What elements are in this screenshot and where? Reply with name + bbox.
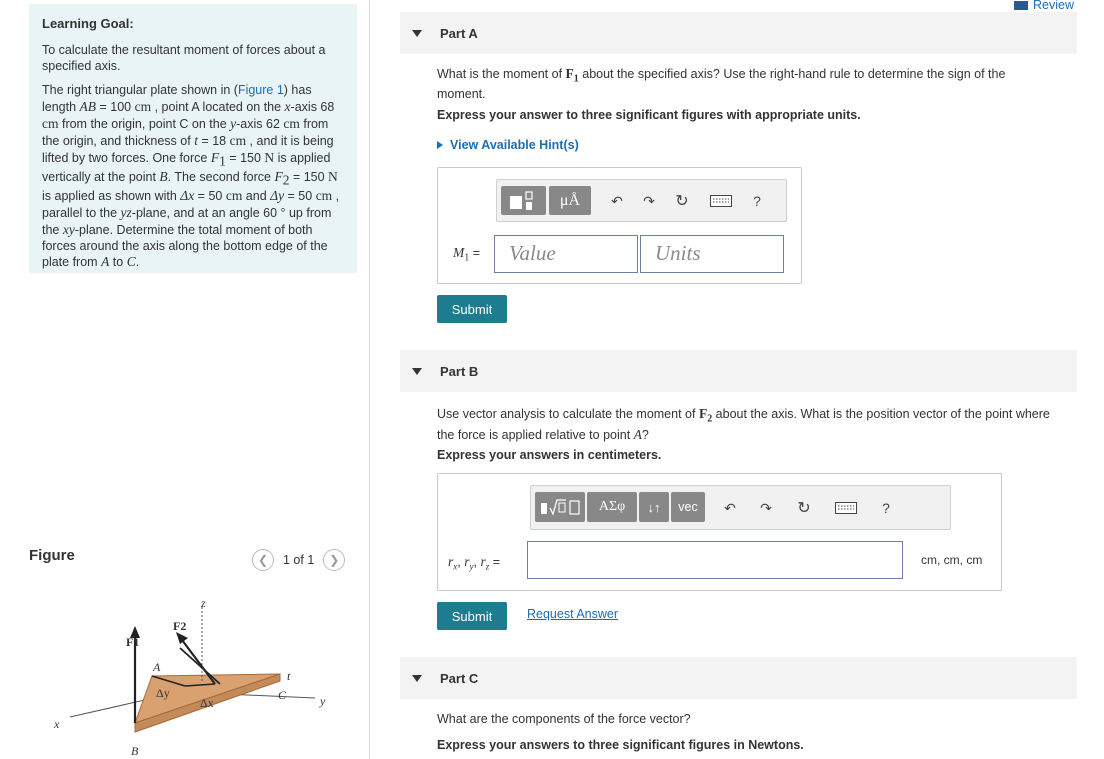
units-label: cm, cm, cm: [921, 553, 983, 567]
part-b-label: Part B: [440, 363, 479, 379]
part-a-hint-link[interactable]: View Available Hint(s): [437, 138, 579, 152]
part-a-header[interactable]: [400, 12, 1077, 54]
part-a-toolbar: [496, 179, 787, 222]
f2-label: F2: [173, 619, 187, 633]
undo-icon[interactable]: ↶: [611, 192, 623, 209]
collapse-triangle-icon: [412, 675, 422, 682]
figure-link[interactable]: Figure 1: [237, 83, 284, 98]
learning-goal-title: Learning Goal:: [42, 16, 134, 31]
keyboard-icon[interactable]: [709, 193, 733, 209]
part-b-submit-button[interactable]: Submit: [437, 602, 507, 630]
part-a-instructions: Express your answer to three significant figures with appropriate units.: [437, 108, 861, 122]
redo-icon[interactable]: ↷: [760, 499, 772, 516]
units-input[interactable]: Units: [640, 235, 784, 273]
greek-button[interactable]: ΑΣφ: [587, 492, 637, 522]
position-vector-input[interactable]: [527, 541, 903, 579]
left-panel: [0, 0, 370, 759]
part-a-answer-box: [437, 167, 802, 284]
y-label: y: [320, 694, 326, 708]
book-icon: [1014, 1, 1028, 10]
template-sqrt-button[interactable]: [535, 492, 585, 522]
learning-goal-intro: To calculate the resultant moment of forces about a specified axis.: [42, 42, 326, 73]
next-figure-button[interactable]: [323, 549, 345, 571]
part-c-label: Part C: [440, 670, 479, 686]
prev-figure-button[interactable]: [252, 549, 274, 571]
template-button[interactable]: [501, 186, 546, 215]
z-label: z: [201, 596, 206, 610]
template-icon: [507, 190, 541, 212]
undo-icon[interactable]: ↶: [724, 499, 736, 516]
figure-pager: [252, 549, 345, 571]
help-icon[interactable]: ?: [753, 193, 761, 209]
units-button[interactable]: μÅ: [549, 186, 591, 215]
value-input[interactable]: Value: [494, 235, 638, 273]
part-a-label: Part A: [440, 25, 478, 41]
request-answer-link[interactable]: Request Answer: [527, 607, 619, 621]
template-sqrt-icon: [538, 496, 582, 518]
vec-button[interactable]: vec: [671, 492, 705, 522]
reset-icon[interactable]: ↻: [675, 193, 689, 210]
collapse-triangle-icon: [412, 30, 422, 37]
dx-label: Δx: [200, 696, 214, 710]
figure-title: Figure: [29, 547, 75, 564]
keyboard-icon[interactable]: [834, 500, 858, 516]
figure-page-count: 1 of 1: [283, 553, 315, 567]
x-label: x: [54, 717, 60, 731]
learning-goal-box: [29, 4, 357, 273]
help-icon[interactable]: ?: [882, 500, 890, 516]
part-b-instructions: Express your answers in centimeters.: [437, 448, 662, 462]
c-label: C: [278, 688, 287, 702]
part-a-submit-button[interactable]: Submit: [437, 295, 507, 323]
figure-diagram[interactable]: [30, 580, 360, 759]
f1-label: F1: [126, 635, 140, 649]
part-c-header[interactable]: [400, 657, 1077, 699]
sort-arrows-button[interactable]: ↓↑: [639, 492, 669, 522]
collapse-triangle-icon: [412, 368, 422, 375]
problem-statement: The right triangular plate shown in (Figure 1) has length AB = 100 cm , point A located on the x-axis 68 cm from the origin, point C on the y-axis 62 cm from the origin, and thickness of t = 18 cm , and it is being lifted by two forces. One force $F_1 = 150$ N is applied vertically at the point B. The second force $F_2 = 150$ N is applied as shown with Δx = 50 cm and Δy = 50 cm , parallel to the yz-plane, and at an angle 60 ° up from the xy-plane. Determine the total moment of both forces around the axis along the bottom edge of the plate from A to C.: [42, 83, 340, 270]
part-b-toolbar: [530, 485, 951, 530]
panel-divider: [369, 0, 370, 759]
chevron-left-icon: ❮: [257, 553, 269, 567]
reset-icon[interactable]: ↻: [797, 500, 811, 517]
review-link[interactable]: Review: [1014, 0, 1074, 12]
part-b-question: Use vector analysis to calculate the moment of $F_2$ about the axis. What is the position vector of the point where the force is applied relative to point A?: [437, 406, 1050, 442]
m1-label: $M_1$ =: [453, 245, 481, 264]
position-vars-label: $r_x$, $r_y$, $r_z$ =: [448, 554, 500, 572]
part-b-header[interactable]: [400, 350, 1077, 392]
part-c-instructions: Express your answers to three significant figures in Newtons.: [437, 738, 804, 752]
part-b-answer-box: [437, 473, 1002, 591]
redo-icon[interactable]: ↷: [643, 192, 655, 209]
part-a-question: What is the moment of $F_1$ about the specified axis? Use the right-hand rule to determine the sign of the moment.: [437, 66, 1006, 101]
dy-label: Δy: [156, 686, 170, 700]
part-c-question: What are the components of the force vector?: [437, 712, 691, 726]
b-label: B: [131, 744, 139, 758]
expand-triangle-icon: [437, 141, 443, 149]
t-label: t: [287, 669, 291, 683]
a-label: A: [153, 660, 161, 674]
chevron-right-icon: ❯: [329, 553, 340, 567]
